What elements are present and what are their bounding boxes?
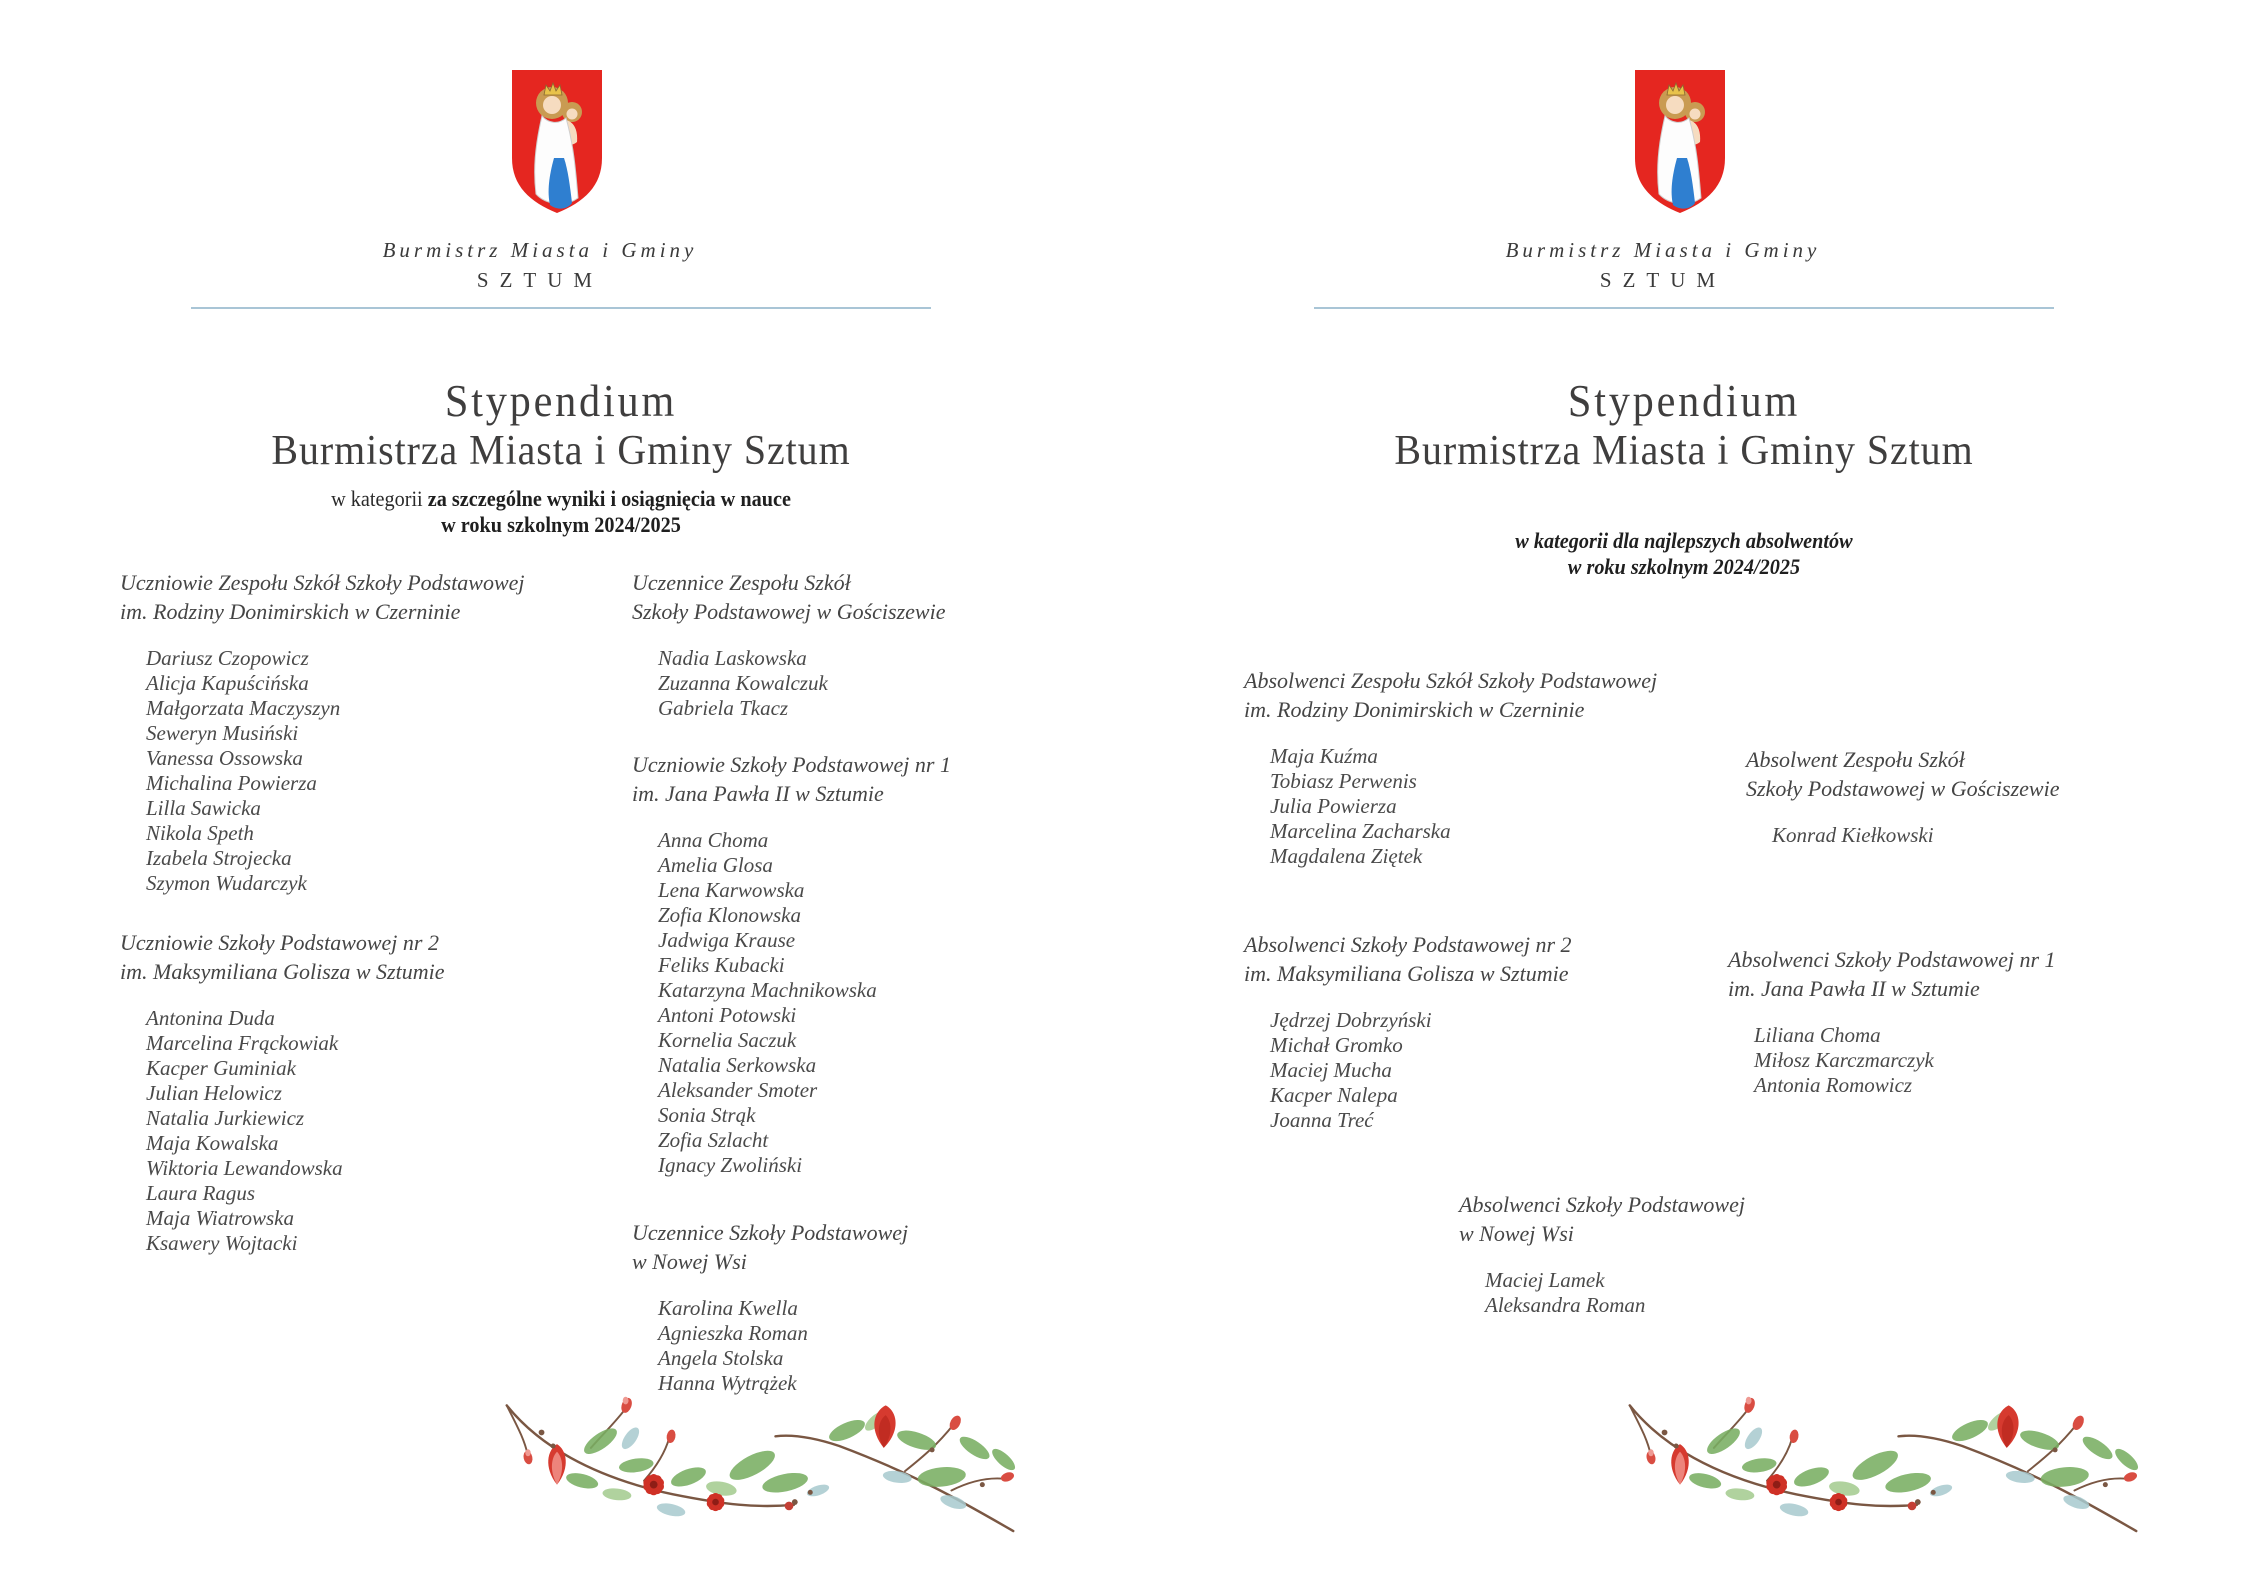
student-name: Marcelina Zacharska bbox=[1270, 819, 1451, 843]
student-name: Miłosz Karczmarczyk bbox=[1754, 1048, 1934, 1072]
school-group-title: Uczniowie Szkoły Podstawowej nr 1 im. Jana Pawła II w Sztumie bbox=[632, 752, 951, 806]
category-line1: w kategorii dla najlepszych absolwentów bbox=[1515, 528, 1853, 553]
student-name: Antonia Romowicz bbox=[1754, 1073, 1913, 1097]
student-name: Ignacy Zwoliński bbox=[658, 1153, 803, 1177]
school-group-title: Absolwenci Zespołu Szkół Szkoły Podstawowej im. Rodziny Donimirskich w Czerninie bbox=[1244, 668, 1658, 722]
page-title-line2: Burmistrza Miasta i Gminy Sztum bbox=[271, 428, 851, 474]
student-name: Kornelia Saczuk bbox=[658, 1028, 797, 1052]
student-name: Liliana Choma bbox=[1754, 1023, 1881, 1047]
student-name: Lilla Sawicka bbox=[146, 796, 261, 820]
student-name: Antoni Potowski bbox=[658, 1003, 797, 1027]
category-line2: w roku szkolnym 2024/2025 bbox=[1567, 554, 1801, 579]
school-group bbox=[632, 1218, 908, 1396]
category-block bbox=[45, 486, 1077, 538]
student-name: Izabela Strojecka bbox=[146, 846, 292, 870]
student-name: Lena Karwowska bbox=[658, 878, 805, 902]
student-name: Jędrzej Dobrzyński bbox=[1270, 1008, 1432, 1032]
student-name: Hanna Wytrążek bbox=[658, 1371, 797, 1395]
school-group-title: Absolwenci Szkoły Podstawowej nr 1 im. Jana Pawła II w Sztumie bbox=[1728, 947, 2056, 1001]
school-group bbox=[632, 568, 945, 721]
school-group bbox=[1728, 945, 2056, 1098]
student-name: Amelia Glosa bbox=[658, 853, 773, 877]
student-name: Kacper Nalepa bbox=[1270, 1083, 1398, 1107]
student-name: Magdalena Ziętek bbox=[1270, 844, 1423, 868]
student-names-list bbox=[120, 646, 525, 896]
student-name: Michalina Powierza bbox=[146, 771, 317, 795]
school-group bbox=[1746, 745, 2059, 848]
floral-decoration-icon bbox=[1613, 1388, 2153, 1533]
student-name: Katarzyna Machnikowska bbox=[658, 978, 877, 1002]
student-name: Maciej Lamek bbox=[1485, 1268, 1605, 1292]
student-name: Angela Stolska bbox=[658, 1346, 784, 1370]
school-group bbox=[1244, 666, 1657, 869]
school-group bbox=[632, 750, 951, 1178]
student-names-list bbox=[1728, 1023, 2056, 1098]
student-name: Aleksander Smoter bbox=[658, 1078, 818, 1102]
school-group-title: Absolwenci Szkoły Podstawowej w Nowej Wsi bbox=[1459, 1192, 1745, 1246]
school-group bbox=[1459, 1190, 1745, 1318]
student-name: Feliks Kubacki bbox=[658, 953, 785, 977]
student-name: Nikola Speth bbox=[146, 821, 254, 845]
student-name: Zofia Szlacht bbox=[658, 1128, 769, 1152]
student-names-list bbox=[120, 1006, 445, 1256]
page-awards-absolwenci bbox=[1123, 0, 2245, 1587]
student-name: Marcelina Frąckowiak bbox=[146, 1031, 339, 1055]
student-name: Natalia Jurkiewicz bbox=[146, 1106, 305, 1130]
student-name: Zuzanna Kowalczuk bbox=[658, 671, 828, 695]
school-group-title: Absolwent Zespołu Szkół Szkoły Podstawowej w Gościszewie bbox=[1746, 747, 2060, 801]
student-names-list bbox=[1459, 1268, 1745, 1318]
header-divider bbox=[191, 307, 931, 309]
student-name: Anna Choma bbox=[658, 828, 769, 852]
floral-decoration-icon bbox=[490, 1388, 1030, 1533]
student-name: Wiktoria Lewandowska bbox=[146, 1156, 343, 1180]
student-name: Maja Kuźma bbox=[1270, 744, 1378, 768]
student-names-list bbox=[632, 646, 945, 721]
header-divider bbox=[1314, 307, 2054, 309]
category-line1: w kategorii za szczególne wyniki i osiągnięcia w nauce bbox=[331, 486, 791, 511]
student-name: Joanna Treć bbox=[1270, 1108, 1374, 1132]
student-name: Natalia Serkowska bbox=[658, 1053, 817, 1077]
student-name: Vanessa Ossowska bbox=[146, 746, 303, 770]
school-group bbox=[120, 928, 445, 1256]
student-name: Kacper Guminiak bbox=[146, 1056, 296, 1080]
student-name: Antonina Duda bbox=[146, 1006, 275, 1030]
category-line2: w roku szkolnym 2024/2025 bbox=[441, 512, 681, 537]
student-name: Maja Kowalska bbox=[146, 1131, 279, 1155]
student-name: Aleksandra Roman bbox=[1485, 1293, 1646, 1317]
org-name-line1: Burmistrz Miasta i Gminy bbox=[1505, 238, 1821, 262]
student-name: Karolina Kwella bbox=[658, 1296, 798, 1320]
school-group bbox=[1244, 930, 1572, 1133]
student-name: Maja Wiatrowska bbox=[146, 1206, 294, 1230]
page-title-line1: Stypendium bbox=[444, 375, 678, 426]
coat-of-arms-icon bbox=[1629, 66, 1731, 216]
student-names-list bbox=[1244, 1008, 1572, 1133]
student-name: Gabriela Tkacz bbox=[658, 696, 789, 720]
student-name: Seweryn Musiński bbox=[146, 721, 299, 745]
coat-of-arms-icon bbox=[506, 66, 608, 216]
student-name: Julia Powierza bbox=[1270, 794, 1397, 818]
page-title-line2: Burmistrza Miasta i Gminy Sztum bbox=[1394, 428, 1974, 474]
student-name: Małgorzata Maczyszyn bbox=[146, 696, 341, 720]
student-names-list bbox=[1746, 823, 2059, 848]
student-names-list bbox=[632, 1296, 908, 1396]
student-name: Julian Helowicz bbox=[146, 1081, 282, 1105]
org-name-line2: SZTUM bbox=[1599, 268, 1727, 292]
student-name: Ksawery Wojtacki bbox=[146, 1231, 298, 1255]
school-group-title: Uczennice Zespołu Szkół Szkoły Podstawowej w Gościszewie bbox=[632, 570, 946, 624]
school-group bbox=[120, 568, 525, 896]
org-name-line1: Burmistrz Miasta i Gminy bbox=[382, 238, 698, 262]
student-name: Zofia Klonowska bbox=[658, 903, 801, 927]
student-name: Konrad Kiełkowski bbox=[1772, 823, 1934, 847]
student-name: Dariusz Czopowicz bbox=[146, 646, 309, 670]
student-names-list bbox=[632, 828, 951, 1178]
school-group-title: Uczennice Szkoły Podstawowej w Nowej Wsi bbox=[632, 1220, 909, 1274]
school-group-title: Uczniowie Zespołu Szkół Szkoły Podstawowej im. Rodziny Donimirskich w Czerninie bbox=[120, 570, 525, 624]
school-group-title: Absolwenci Szkoły Podstawowej nr 2 im. Maksymiliana Golisza w Sztumie bbox=[1244, 932, 1572, 986]
page-awards-nauka bbox=[0, 0, 1122, 1587]
org-name-line2: SZTUM bbox=[476, 268, 604, 292]
student-name: Alicja Kapuścińska bbox=[146, 671, 309, 695]
student-name: Agnieszka Roman bbox=[658, 1321, 808, 1345]
student-name: Tobiasz Perwenis bbox=[1270, 769, 1417, 793]
category-block bbox=[1168, 528, 2200, 580]
student-name: Maciej Mucha bbox=[1270, 1058, 1392, 1082]
student-name: Sonia Strąk bbox=[658, 1103, 756, 1127]
student-names-list bbox=[1244, 744, 1657, 869]
student-name: Michał Gromko bbox=[1270, 1033, 1403, 1057]
student-name: Szymon Wudarczyk bbox=[146, 871, 307, 895]
student-name: Jadwiga Krause bbox=[658, 928, 796, 952]
school-group-title: Uczniowie Szkoły Podstawowej nr 2 im. Maksymiliana Golisza w Sztumie bbox=[120, 930, 445, 984]
page-title-line1: Stypendium bbox=[1567, 375, 1801, 426]
student-name: Laura Ragus bbox=[146, 1181, 256, 1205]
student-name: Nadia Laskowska bbox=[658, 646, 807, 670]
